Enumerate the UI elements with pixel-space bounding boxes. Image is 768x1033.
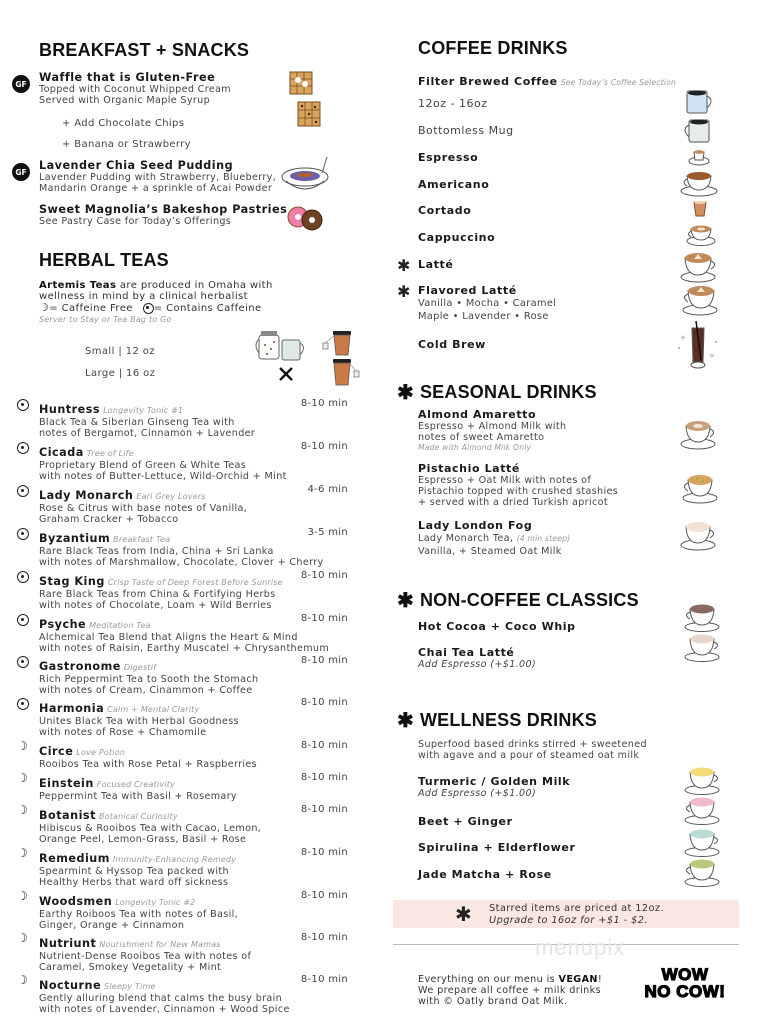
intro-text: Superfood based drinks stirred + sweetened <box>418 739 647 750</box>
tea-name: Psyche <box>39 618 87 631</box>
sun-icon <box>143 303 154 314</box>
latte-cup-icon <box>680 250 720 284</box>
tea-subtitle: Love Potion <box>76 748 126 757</box>
star-icon: ✱ <box>397 256 411 275</box>
moon-icon: ☽ <box>17 973 28 987</box>
caffeine-legend <box>39 302 273 314</box>
svg-text:✧: ✧ <box>680 334 686 342</box>
tea-desc: with notes of Butter-Lettuce, Wild-Orchid + Mint <box>39 471 287 482</box>
vegan-note <box>418 974 602 1007</box>
tea-desc: Rare Black Teas from India, China + Sri Lanka <box>39 546 274 557</box>
menu-item-pastries <box>39 203 287 227</box>
tea-subtitle: Meditation Tea <box>89 621 151 630</box>
noncoffee-item-hot-cocoa: Hot Cocoa + Coco Whip <box>418 620 576 633</box>
item-name: Lavender Chia Seed Pudding <box>39 159 234 172</box>
steep-time: 8-10 min <box>300 804 348 815</box>
tea-name: Stag King <box>39 575 105 588</box>
tea-desc: Nutrient-Dense Rooibos Tea with notes of <box>39 951 252 962</box>
moon-icon: ☽ <box>17 739 28 753</box>
pudding-bowl-icon <box>280 155 334 193</box>
tea-desc: Graham Cracker + Tobacco <box>39 514 179 525</box>
tea-desc: Proprietary Blend of Green & White Teas <box>39 460 247 471</box>
badge-line: WOW <box>661 965 709 984</box>
tea-name: Nocturne <box>39 979 102 992</box>
desc-text: Lady Monarch Tea, <box>418 533 517 544</box>
item-desc: Espresso + Almond Milk with <box>418 421 567 432</box>
sun-icon <box>17 698 29 710</box>
footer-text: with © Oatly brand Oat Milk. <box>418 996 568 1007</box>
intro-text: are produced in Omaha with <box>116 280 273 291</box>
item-name: Turmeric / Golden Milk <box>418 775 571 788</box>
coffee-item-latte: Latté <box>418 258 454 271</box>
cocoa-chai-cups-icon <box>682 603 722 663</box>
seasonal-item-pistachio-latte <box>418 462 618 508</box>
tea-name: Gastronome <box>39 660 121 673</box>
tea-desc: Orange Peel, Lemon-Grass, Basil + Rose <box>39 834 247 845</box>
flavor-options: Maple • Lavender • Rose <box>418 311 549 322</box>
steep-time: 8-10 min <box>300 655 348 666</box>
cappuccino-cup-icon <box>684 223 716 247</box>
wellness-item-matcha: Jade Matcha + Rose <box>418 868 552 881</box>
seasonal-section-title <box>397 379 597 404</box>
wellness-item-spirulina: Spirulina + Elderflower <box>418 841 576 854</box>
sun-icon <box>17 656 29 668</box>
star-icon: ✱ <box>397 590 414 612</box>
tea-desc: Caramel, Smokey Vegetality + Mint <box>39 962 222 973</box>
tea-name: Botanist <box>39 809 96 822</box>
item-name: Sweet Magnolia’s Bakeshop Pastries <box>39 203 288 216</box>
section-title-text: SEASONAL DRINKS <box>419 382 597 402</box>
tea-serveware-icon <box>253 327 363 387</box>
tea-desc: notes of Bergamot, Cinnamon + Lavender <box>39 428 256 439</box>
badge-line: NO COW! <box>644 982 726 1001</box>
legend-contains-caffeine: = Contains Caffeine <box>153 302 262 314</box>
coffee-item-cappuccino: Cappuccino <box>418 231 496 244</box>
item-name: Pistachio Latté <box>418 462 520 475</box>
item-subtitle: See Today’s Coffee Selection <box>560 78 677 87</box>
star-icon: ✱ <box>397 382 414 404</box>
item-name: Lady London Fog <box>418 519 533 532</box>
footer-text: Everything on our menu is <box>418 974 559 985</box>
item-desc: Served with Organic Maple Syrup <box>39 95 211 106</box>
steep-time: 8-10 min <box>300 772 348 783</box>
item-desc: notes of sweet Amaretto <box>418 432 545 443</box>
moon-icon: ☽ <box>17 931 28 945</box>
watermark: menupix <box>535 935 626 960</box>
tea-name: Remedium <box>39 852 110 865</box>
sun-icon <box>17 571 29 583</box>
serve-note: Server to Stay or Tea Bag to Go <box>39 315 172 324</box>
tea-subtitle: Longevity Tonic #1 <box>103 406 184 415</box>
flavored-latte-cup-icon <box>680 283 720 317</box>
tea-desc: Black Tea & Siberian Ginseng Tea with <box>39 417 235 428</box>
coffee-item-espresso: Espresso <box>418 151 479 164</box>
tea-desc: Rare Black Teas from China & Fortifying Herbs <box>39 589 276 600</box>
tea-subtitle: Sleepy Time <box>104 982 156 991</box>
pistachio-latte-cup-icon <box>680 472 720 506</box>
tea-subtitle: Botanical Curiosity <box>98 812 178 821</box>
amaretto-cup-icon <box>680 418 720 452</box>
herbal-intro <box>39 280 273 325</box>
svg-text:✧: ✧ <box>709 352 715 360</box>
star-icon: ✱ <box>397 282 411 301</box>
starred-items-notice <box>393 900 739 928</box>
coffee-item-size: 12oz - 16oz <box>418 97 488 110</box>
tea-desc: Alchemical Tea Blend that Aligns the Heart & Mind <box>39 632 298 643</box>
item-name: Flavored Latté <box>418 284 517 297</box>
addon-chocolate-chips: + Add Chocolate Chips <box>62 118 185 129</box>
tea-subtitle: Breakfast Tea <box>113 535 171 544</box>
flavor-options: Vanilla • Mocha • Caramel <box>418 298 557 309</box>
star-icon: ✱ <box>397 710 414 732</box>
steep-time: 8-10 min <box>300 847 348 858</box>
sun-icon <box>17 485 29 497</box>
item-name: Waffle that is Gluten-Free <box>39 71 216 84</box>
wellness-intro <box>418 739 647 761</box>
item-desc <box>418 532 570 545</box>
cortado-glass-icon <box>692 200 708 218</box>
tea-name: Lady Monarch <box>39 489 134 502</box>
notice-line: Starred items are priced at 12oz. <box>489 903 664 914</box>
moon-icon: ☽ <box>17 889 28 903</box>
steep-time: 8-10 min <box>300 570 348 581</box>
size-large: Large | 16 oz <box>85 368 156 379</box>
noncoffee-section-title <box>397 587 639 612</box>
steep-time: 8-10 min <box>300 613 348 624</box>
tea-desc: Spearmint & Hyssop Tea packed with <box>39 866 229 877</box>
legend-caffeine-free: = Caffeine Free <box>49 302 133 314</box>
steep-time: 8-10 min <box>300 932 348 943</box>
steep-time: 8-10 min <box>300 441 348 452</box>
steep-time: 8-10 min <box>300 740 348 751</box>
seasonal-item-almond-amaretto <box>418 408 566 452</box>
sun-icon <box>17 399 29 411</box>
london-fog-cup-icon <box>680 519 720 553</box>
menu-item-waffle <box>39 71 231 106</box>
seasonal-item-lady-london-fog <box>418 519 570 558</box>
americano-cup-icon <box>680 168 720 198</box>
sun-icon <box>17 528 29 540</box>
tea-name: Cicada <box>39 446 84 459</box>
footer-text: We prepare all coffee + milk drinks <box>418 985 601 996</box>
tea-subtitle: Focused Creativity <box>96 780 176 789</box>
vegan-emphasis: VEGAN <box>558 974 598 985</box>
coffee-item-cold-brew: Cold Brew <box>418 338 486 351</box>
tea-desc: Ginger, Orange + Cinnamon <box>39 920 185 931</box>
size-small: Small | 12 oz <box>85 346 155 357</box>
intro-text: with agave and a pour of steamed oat milk <box>418 750 640 761</box>
wellness-section-title <box>397 707 597 732</box>
mug-icon <box>684 88 716 116</box>
coffee-item-americano: Americano <box>418 178 490 191</box>
tea-name: Byzantium <box>39 532 111 545</box>
section-title-text: WELLNESS DRINKS <box>419 710 597 730</box>
item-note: Made with Almond Milk Only <box>418 443 532 452</box>
tea-desc: with notes of Cream, Cinammon + Coffee <box>39 685 253 696</box>
steep-time: 8-10 min <box>300 398 348 409</box>
item-note: Add Espresso (+$1.00) <box>418 659 537 670</box>
waffle-icon <box>288 70 322 130</box>
tea-desc: Unites Black Tea with Herbal Goodness <box>39 716 239 727</box>
tea-name: Woodsmen <box>39 895 113 908</box>
moon-icon: ☽ <box>17 803 28 817</box>
steep-time: 3-5 min <box>307 527 348 538</box>
gluten-free-badge: GF <box>12 163 30 181</box>
tea-subtitle: Immunity-Enhancing Remedy <box>112 855 237 864</box>
moon-icon: ☽ <box>17 846 28 860</box>
coffee-item-flavored-latte <box>418 284 556 323</box>
tea-subtitle: Earl Grey Lovers <box>136 492 206 501</box>
coffee-item-bottomless-mug: Bottomless Mug <box>418 124 514 137</box>
tea-desc: Rose & Citrus with base notes of Vanilla, <box>39 503 248 514</box>
tea-name: Harmonia <box>39 702 105 715</box>
item-desc: Topped with Coconut Whipped Cream <box>39 84 231 95</box>
item-note: Add Espresso (+$1.00) <box>418 788 537 799</box>
tea-desc: with notes of Chocolate, Loam + Wild Berries <box>39 600 272 611</box>
tea-desc: Rooibos Tea with Rose Petal + Raspberries <box>39 759 258 770</box>
tea-name: Huntress <box>39 403 101 416</box>
wellness-item-beet-ginger: Beet + Ginger <box>418 815 513 828</box>
tea-desc: with notes of Marshmallow, Chocolate, Clover + Cherry <box>39 557 324 568</box>
tea-subtitle: Crisp Taste of Deep Forest Before Sunrise <box>107 578 283 587</box>
item-name: Almond Amaretto <box>418 408 537 421</box>
footer-text: ! <box>597 974 603 985</box>
steep-note: (4 min steep) <box>516 534 571 543</box>
steep-time: 8-10 min <box>300 697 348 708</box>
herbal-section-title: HERBAL TEAS <box>39 250 169 270</box>
tea-subtitle: Tree of Life <box>86 449 134 458</box>
steep-time: 4-6 min <box>307 484 348 495</box>
cold-brew-glass-icon <box>676 320 720 370</box>
tea-desc: Healthy Herbs that ward off sickness <box>39 877 229 888</box>
wellness-cups-icon <box>682 764 722 892</box>
tea-desc: with notes of Rose + Chamomile <box>39 727 207 738</box>
tea-name: Einstein <box>39 777 94 790</box>
tea-subtitle: Nourishment for New Mamas <box>99 940 221 949</box>
tea-desc: Rich Peppermint Tea to Sooth the Stomach <box>39 674 259 685</box>
notice-text <box>489 903 664 926</box>
tea-name: Nutriunt <box>39 937 97 950</box>
steep-time: 8-10 min <box>300 890 348 901</box>
noncoffee-item-chai-latte <box>418 646 536 670</box>
tea-subtitle: Digestif <box>123 663 157 672</box>
moon-icon: ☽ <box>17 771 28 785</box>
breakfast-section-title: BREAKFAST + SNACKS <box>39 40 250 60</box>
tea-desc: Hibiscus & Rooibos Tea with Cacao, Lemon, <box>39 823 262 834</box>
espresso-cup-icon <box>688 147 712 167</box>
tea-desc: with notes of Lavender, Cinnamon + Wood Spice <box>39 1004 290 1015</box>
item-desc: Pistachio topped with crushed stashies <box>418 486 619 497</box>
item-desc: Vanilla, + Steamed Oat Milk <box>418 546 562 557</box>
tea-name: Circe <box>39 745 74 758</box>
tea-subtitle: Calm + Mental Clarity <box>107 705 200 714</box>
item-desc: Lavender Pudding with Strawberry, Blueberry, <box>39 172 277 183</box>
item-desc: Mandarin Orange + a sprinkle of Acai Powder <box>39 183 273 194</box>
wow-no-cow-badge <box>640 966 730 1000</box>
tea-desc: Peppermint Tea with Basil + Rosemary <box>39 791 237 802</box>
item-name: Chai Tea Latté <box>418 646 515 659</box>
moon-icon: ☽ <box>39 301 50 314</box>
wellness-item-turmeric <box>418 775 570 799</box>
gluten-free-badge: GF <box>12 75 30 93</box>
section-title-text: NON-COFFEE CLASSICS <box>419 590 639 610</box>
artemis-teas-brand: Artemis Teas <box>39 280 117 291</box>
filter-brewed-coffee <box>418 70 676 89</box>
menu-item-chia-pudding <box>39 159 276 194</box>
item-desc: + served with a dried Turkish apricot <box>418 497 608 508</box>
sun-icon <box>17 614 29 626</box>
item-name: Filter Brewed Coffee <box>418 75 558 88</box>
item-desc: See Pastry Case for Today’s Offerings <box>39 216 232 227</box>
item-desc: Espresso + Oat Milk with notes of <box>418 475 592 486</box>
notice-line: Upgrade to 16oz for +$1 - $2. <box>489 914 648 926</box>
addon-banana-strawberry: + Banana or Strawberry <box>62 139 191 150</box>
tea-desc: with notes of Raisin, Earthy Muscatel + Chrysanthemum <box>39 643 330 654</box>
steep-time: 8-10 min <box>300 974 348 985</box>
sun-icon <box>17 442 29 454</box>
donuts-icon <box>287 205 325 231</box>
coffee-item-cortado: Cortado <box>418 204 472 217</box>
mug-icon <box>680 117 712 145</box>
tea-desc: Gently alluring blend that calms the busy brain <box>39 993 283 1004</box>
coffee-section-title: COFFEE DRINKS <box>418 38 568 58</box>
intro-text: wellness in mind by a clinical herbalist <box>39 291 248 302</box>
tea-subtitle: Longevity Tonic #2 <box>115 898 196 907</box>
star-icon: ✱ <box>455 902 472 926</box>
tea-desc: Earthy Roiboos Tea with notes of Basil, <box>39 909 239 920</box>
